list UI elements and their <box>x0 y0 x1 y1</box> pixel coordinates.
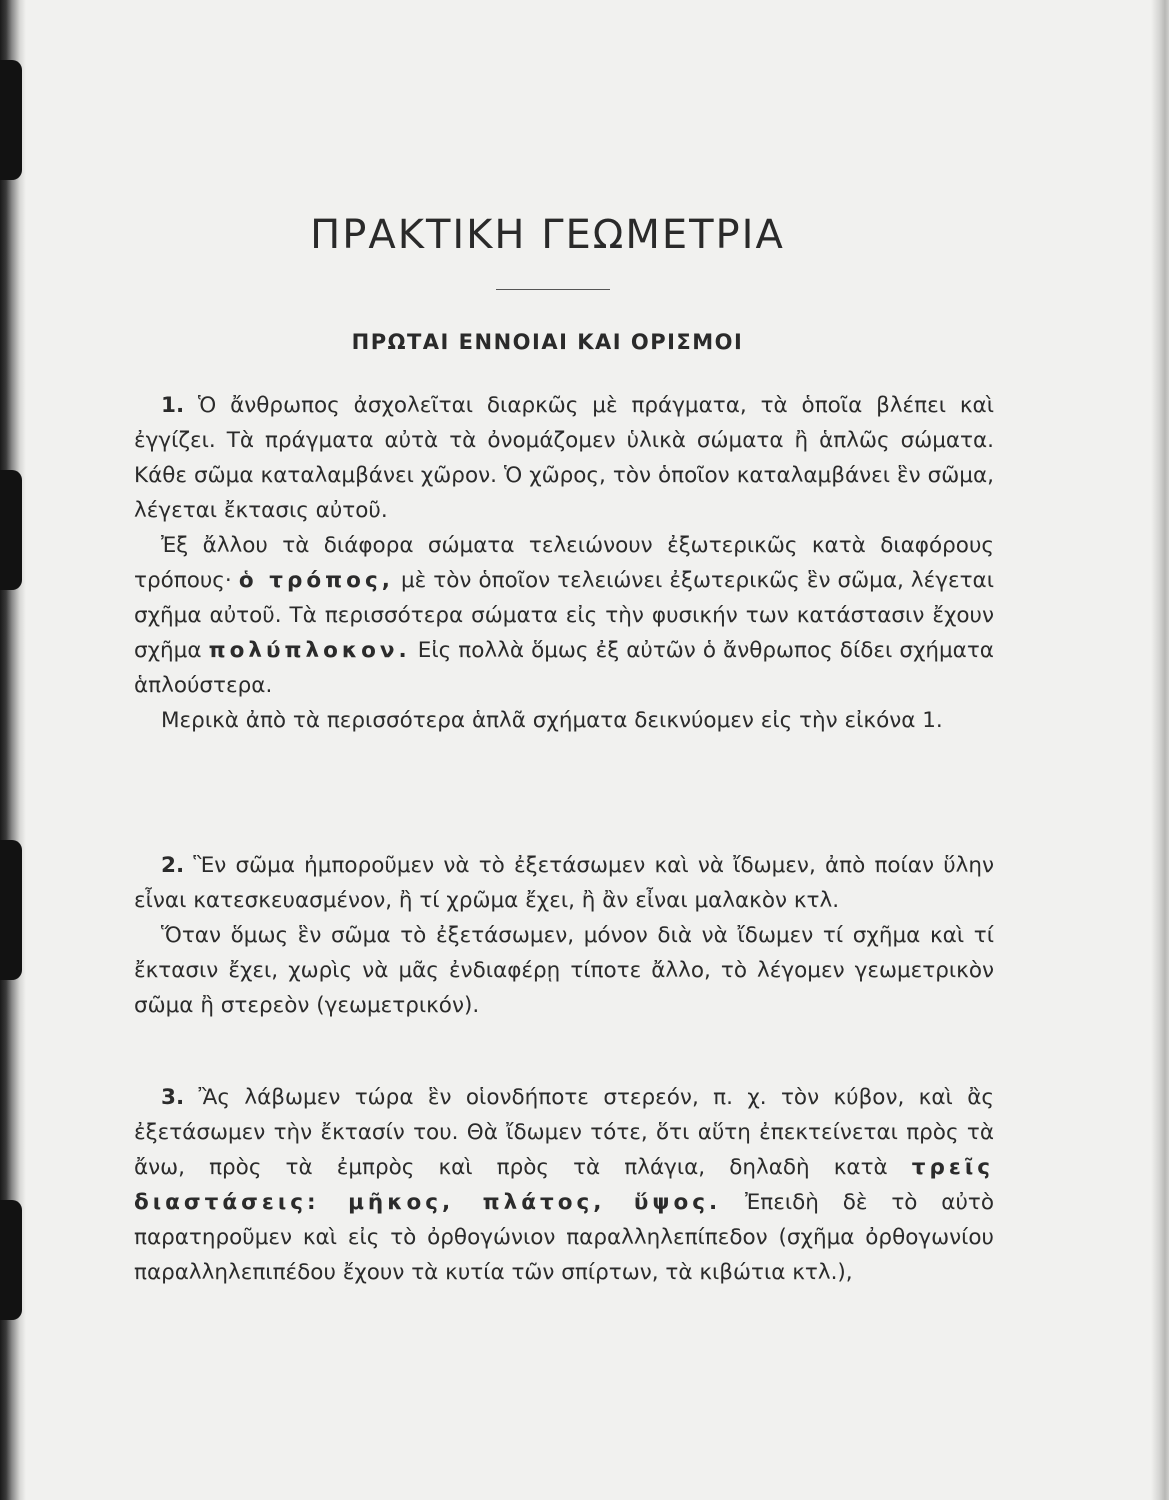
emphasized-term: ὁ τρόπος, <box>238 568 394 593</box>
title-divider <box>496 289 610 290</box>
paragraph-text: Ὁ ἄνθρωπος ἀσχολεῖται διαρκῶς μὲ πράγματα, τὰ ὁποῖα βλέπει καὶ ἐγγίζει. Τὰ πράγματα αὐτὰ τὰ ὀνομάζομεν ὑλικὰ σώματα ἢ ἁπλῶς σώματα. Κάθε σῶμα καταλαμβάνει χῶρον. Ὁ χῶρος, τὸν ὁποῖον καταλαμβάνει ἓν σῶμα, λέγεται ἔκτασις αὐτοῦ. <box>134 393 994 523</box>
section-1 <box>134 388 994 738</box>
paragraph-text: Εἰς πολλὰ ὅμως ἐξ αὐτῶν ὁ ἄνθρωπος δίδει σχήματα ἁπλούστερα. <box>134 638 994 698</box>
binding-clip <box>0 1200 22 1320</box>
paragraph <box>134 848 994 918</box>
paragraph <box>134 528 994 703</box>
paragraph-text: Ἐξ ἄλλου τὰ διάφορα σώματα τελειώνουν ἐξωτερικῶς κατὰ διαφόρους τρόπους· <box>134 533 994 593</box>
section-number: 3. <box>161 1085 185 1110</box>
binding-clip <box>0 470 22 590</box>
paragraph <box>134 918 994 1023</box>
paragraph-text: μὲ τὸν ὁποῖον τελειώνει ἐξωτερικῶς ἓν σῶμα, λέγεται σχῆμα αὐτοῦ. Τὰ περισσότερα σώματα εἰς τὴν φυσικήν των κατάστασιν ἔχουν σχῆμα <box>134 568 994 663</box>
page-edge <box>1151 0 1169 1500</box>
paragraph-text: Μερικὰ ἀπὸ τὰ περισσότερα ἁπλᾶ σχήματα δεικνύομεν εἰς τὴν εἰκόνα 1. <box>161 708 943 733</box>
paragraph-text: Ἂς λάβωμεν τώρα ἓν οἱονδήποτε στερεόν, π. χ. τὸν κύβον, καὶ ἂς ἐξετάσωμεν τὴν ἔκτασίν του. Θὰ ἴδωμεν τότε, ὅτι αὕτη ἐπεκτείνεται πρὸς τὰ ἄνω, πρὸς τὰ ἐμπρὸς καὶ πρὸς τὰ πλάγια, δηλαδὴ κατὰ <box>134 1085 994 1180</box>
section-number: 1. <box>161 393 185 418</box>
emphasized-term: τρεῖς διαστάσεις: μῆκος, πλάτος, ὕψος. <box>134 1155 994 1215</box>
section-number: 2. <box>161 853 185 878</box>
paragraph-text: Ἐπειδὴ δὲ τὸ αὐτὸ παρατηροῦμεν καὶ εἰς τὸ ὀρθογώνιον παραλληλεπίπεδον (σχῆμα ὀρθογωνίου παραλληλεπιπέδου ἔχουν τὰ κυτία τῶν σπίρτων, τὰ κιβώτια κτλ.), <box>134 1190 994 1285</box>
paragraph-text: Ὅταν ὅμως ἓν σῶμα τὸ ἐξετάσωμεν, μόνον διὰ νὰ ἴδωμεν τί σχῆμα καὶ τί ἔκτασιν ἔχει, χωρὶς νὰ μᾶς ἐνδιαφέρῃ τίποτε ἄλλο, τὸ λέγομεν γεωμετρικὸν σῶμα ἢ στερεὸν (γεωμετρικόν). <box>134 923 994 1018</box>
emphasized-term: πολύπλοκον. <box>208 638 411 663</box>
paragraph-text: Ἓν σῶμα ἠμποροῦμεν νὰ τὸ ἐξετάσωμεν καὶ νὰ ἴδωμεν, ἀπὸ ποίαν ὕλην εἶναι κατεσκευασμένον, ἢ τί χρῶμα ἔχει, ἢ ἂν εἶναι μαλακὸν κτλ. <box>134 853 994 913</box>
paragraph <box>134 388 994 528</box>
paragraph <box>134 1080 994 1290</box>
page-title: ΠΡΑΚΤΙΚΗ ΓΕΩΜΕΤΡΙΑ <box>310 212 785 258</box>
section-2 <box>134 848 994 1023</box>
binding-clip <box>0 840 22 980</box>
section-title: ΠΡΩΤΑΙ ΕΝΝΟΙΑΙ ΚΑΙ ΟΡΙΣΜΟΙ <box>351 330 744 354</box>
paragraph <box>134 703 994 738</box>
binding-clip <box>0 60 22 180</box>
section-3 <box>134 1080 994 1290</box>
